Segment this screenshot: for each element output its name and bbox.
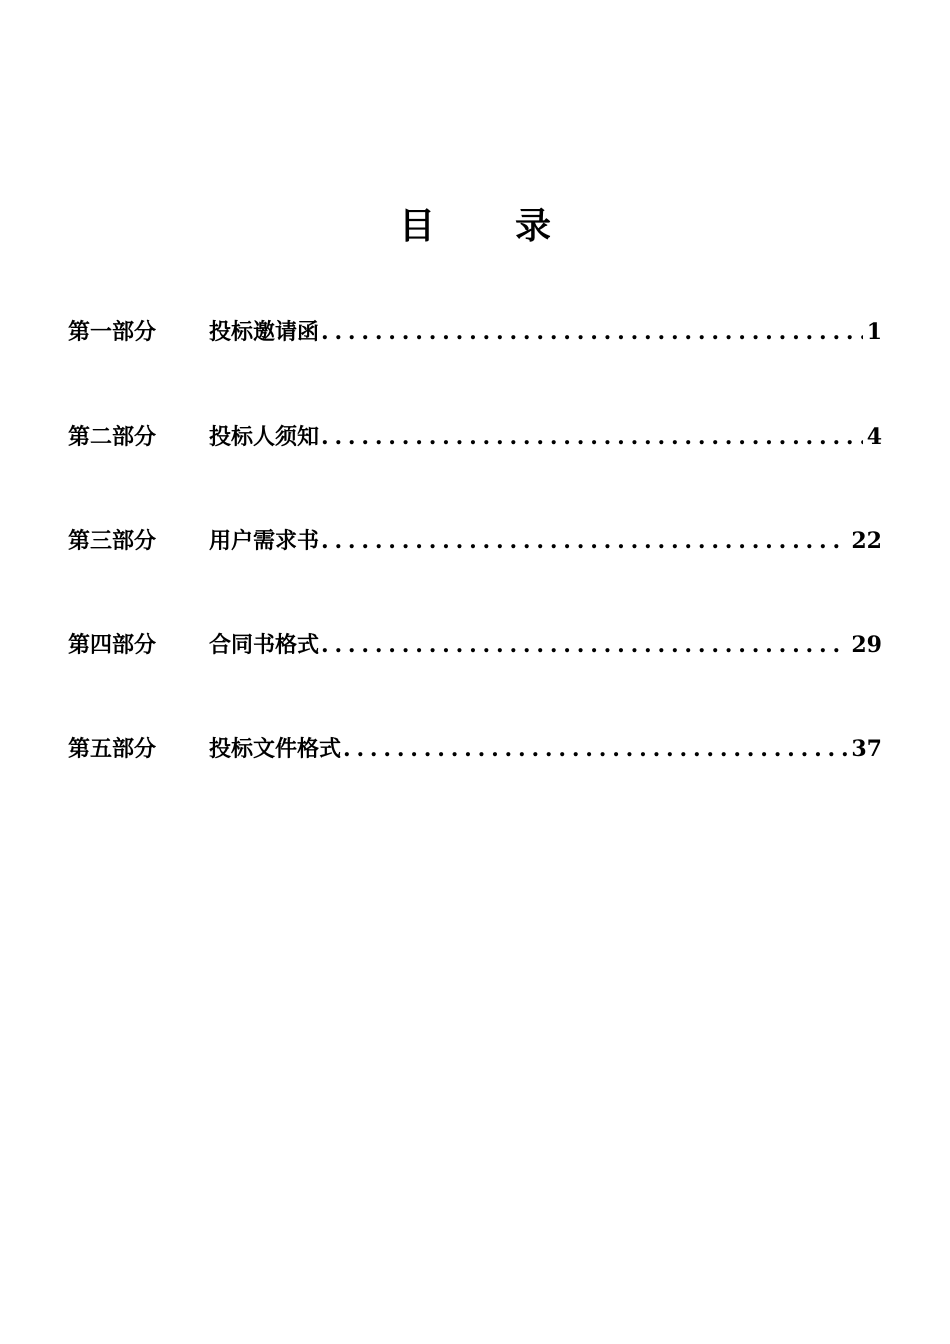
toc-section-title: 投标邀请函 [209, 319, 320, 345]
toc-section-title: 投标文件格式 [209, 736, 342, 762]
toc-section-title: 用户需求书 [209, 528, 320, 554]
title-char-1: 目 [398, 205, 435, 247]
toc-page-number: 22 [851, 528, 882, 554]
toc-entry-5[interactable] [68, 729, 882, 769]
toc-page-number: 1 [866, 319, 882, 345]
toc-part-label: 第二部分 [68, 424, 157, 450]
page-title [0, 204, 950, 248]
title-char-2: 录 [515, 205, 552, 247]
toc-dot-leader [319, 417, 863, 457]
toc-entry-3[interactable] [68, 521, 882, 561]
toc-part-label: 第五部分 [68, 736, 157, 762]
toc-part-label: 第一部分 [68, 319, 157, 345]
toc-page-number: 4 [866, 424, 882, 450]
toc-entry-2[interactable] [68, 417, 882, 457]
toc-entry-4[interactable] [68, 625, 882, 665]
toc-part-label: 第四部分 [68, 632, 157, 658]
toc-entry-1[interactable] [68, 312, 882, 352]
toc-section-title: 合同书格式 [209, 632, 320, 658]
toc-section-title: 投标人须知 [209, 424, 320, 450]
toc-dot-leader [319, 625, 847, 665]
toc-dot-leader [319, 521, 847, 561]
toc-dot-leader [319, 312, 863, 352]
toc-page-number: 37 [851, 736, 882, 762]
toc-page-number: 29 [851, 632, 882, 658]
toc-part-label: 第三部分 [68, 528, 157, 554]
toc-dot-leader [341, 729, 847, 769]
